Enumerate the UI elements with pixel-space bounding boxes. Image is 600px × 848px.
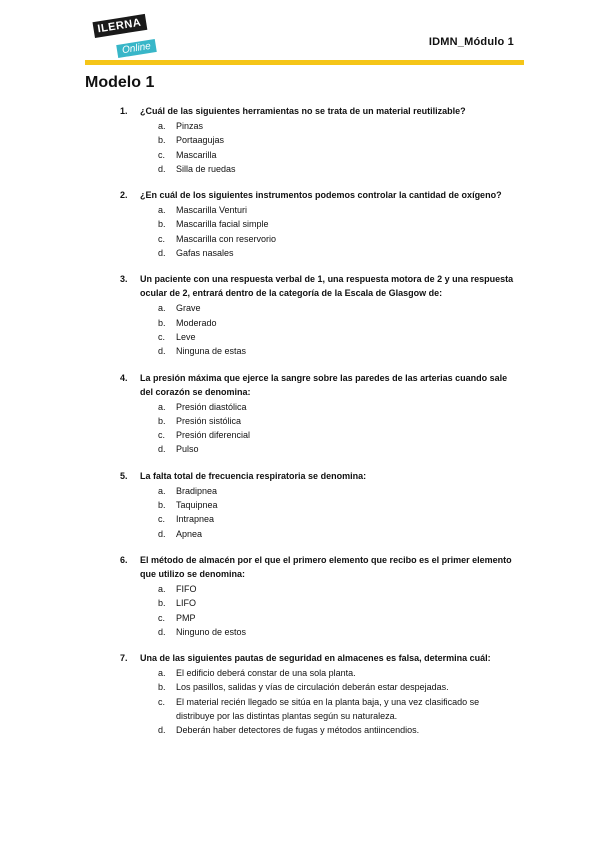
option-letter: a.: [158, 401, 166, 412]
option-item: [158, 625, 520, 639]
question-text: El método de almacén por el que el primero elemento que recibo es el primer elemento que utilizo se denomina:: [140, 554, 512, 579]
option-letter: c.: [158, 149, 166, 160]
option-item: [158, 666, 520, 680]
option-item: [158, 498, 520, 512]
question-number: 7.: [120, 653, 128, 664]
option-text: Deberán haber detectores de fugas y métodos antiincendios.: [176, 725, 420, 736]
option-text: Presión diferencial: [176, 430, 251, 441]
option-text: Mascarilla: [176, 149, 217, 160]
option-letter: b.: [158, 219, 166, 230]
option-text: Taquipnea: [176, 500, 218, 511]
question-7: [120, 651, 520, 737]
option-item: [158, 246, 520, 260]
option-item: [158, 414, 520, 428]
option-letter: c.: [158, 696, 166, 707]
question-number: 6.: [120, 554, 128, 565]
question-text: Un paciente con una respuesta verbal de 1, una respuesta motora de 2 y una respuesta ocular de 2, entrará dentro de la categoría de la Escala de Glasgow de:: [140, 274, 514, 299]
option-item: [158, 162, 520, 176]
option-text: Pinzas: [176, 121, 204, 131]
option-text: FIFO: [176, 583, 197, 594]
option-item: [158, 680, 520, 694]
option-item: [158, 217, 520, 231]
option-letter: c.: [158, 430, 166, 441]
question-number: 5.: [120, 470, 128, 481]
question-5: [120, 469, 520, 541]
option-letter: d.: [158, 725, 166, 736]
document-id: IDMN_Módulo 1: [428, 36, 514, 48]
options-list: [158, 119, 520, 176]
options-list: [158, 301, 520, 358]
option-letter: b.: [158, 135, 166, 146]
option-letter: d.: [158, 346, 166, 357]
question-number: 3.: [120, 274, 128, 285]
options-list: [158, 582, 520, 639]
option-text: Mascarilla Venturi: [176, 205, 248, 216]
option-item: [158, 400, 520, 414]
option-letter: d.: [158, 528, 166, 539]
question-number: 4.: [120, 372, 128, 383]
options-list: [158, 666, 520, 737]
question-1: [120, 104, 520, 176]
option-text: PMP: [176, 612, 196, 623]
option-item: [158, 428, 520, 442]
option-letter: b.: [158, 500, 166, 511]
ilerna-logo: [95, 16, 156, 57]
option-text: Mascarilla facial simple: [176, 219, 269, 230]
question-3: [120, 272, 520, 358]
options-list: [158, 400, 520, 457]
option-item: [158, 442, 520, 456]
option-item: [158, 203, 520, 217]
option-item: [158, 723, 520, 737]
option-item: [158, 232, 520, 246]
option-letter: a.: [158, 485, 166, 496]
option-text: Leve: [176, 331, 196, 342]
option-letter: a.: [158, 121, 166, 131]
option-item: [158, 611, 520, 625]
option-text: Intrapnea: [176, 514, 215, 525]
option-letter: d.: [158, 248, 166, 259]
option-text: Mascarilla con reservorio: [176, 233, 277, 244]
logo-bottom: Online: [116, 39, 156, 58]
option-item: [158, 119, 520, 133]
option-item: [158, 148, 520, 162]
option-item: [158, 512, 520, 526]
options-list: [158, 203, 520, 260]
option-letter: b.: [158, 415, 166, 426]
option-text: Pulso: [176, 444, 199, 455]
option-letter: a.: [158, 205, 166, 216]
question-number: 1.: [120, 106, 128, 116]
option-letter: c.: [158, 233, 166, 244]
option-text: Silla de ruedas: [176, 163, 236, 174]
option-item: [158, 330, 520, 344]
option-item: [158, 596, 520, 610]
option-text: Grave: [176, 303, 201, 314]
option-item: [158, 484, 520, 498]
question-list: [120, 104, 520, 750]
option-text: Moderado: [176, 317, 217, 328]
option-item: [158, 582, 520, 596]
option-text: Ninguno de estos: [176, 626, 247, 637]
option-letter: d.: [158, 444, 166, 455]
option-item: [158, 527, 520, 541]
option-letter: b.: [158, 598, 166, 609]
options-list: [158, 484, 520, 541]
option-item: [158, 344, 520, 358]
option-text: Ninguna de estas: [176, 346, 247, 357]
option-text: LIFO: [176, 598, 197, 609]
option-item: [158, 133, 520, 147]
option-text: Presión sistólica: [176, 415, 242, 426]
question-text: La presión máxima que ejerce la sangre sobre las paredes de las arterias cuando sale del corazón se denomina:: [140, 372, 508, 397]
option-text: Gafas nasales: [176, 248, 234, 259]
option-item: [158, 695, 520, 724]
option-letter: a.: [158, 583, 166, 594]
header-divider: [85, 60, 524, 65]
option-letter: b.: [158, 317, 166, 328]
option-text: Apnea: [176, 528, 203, 539]
option-text: El material recién llegado se sitúa en la planta baja, y una vez clasificado se distribuye por las distintas plantas según su naturaleza.: [176, 696, 480, 722]
option-text: Presión diastólica: [176, 401, 247, 412]
option-text: Portaagujas: [176, 135, 225, 146]
option-letter: d.: [158, 626, 166, 637]
question-4: [120, 371, 520, 457]
question-text: Una de las siguientes pautas de seguridad en almacenes es falsa, determina cuál:: [140, 653, 491, 664]
question-2: [120, 188, 520, 260]
option-letter: a.: [158, 303, 166, 314]
option-letter: d.: [158, 163, 166, 174]
option-letter: c.: [158, 514, 166, 525]
question-text: La falta total de frecuencia respiratoria se denomina:: [140, 470, 367, 481]
option-letter: b.: [158, 682, 166, 693]
question-text: ¿En cuál de los siguientes instrumentos podemos controlar la cantidad de oxígeno?: [140, 190, 502, 201]
logo-top: ILERNA: [92, 14, 147, 38]
question-6: [120, 553, 520, 639]
option-letter: a.: [158, 668, 166, 679]
option-letter: c.: [158, 331, 166, 342]
question-number: 2.: [120, 190, 128, 201]
option-text: El edificio deberá constar de una sola planta.: [176, 668, 356, 679]
option-text: Los pasillos, salidas y vías de circulación deberán estar despejadas.: [176, 682, 449, 693]
question-text: ¿Cuál de las siguientes herramientas no se trata de un material reutilizable?: [140, 106, 466, 116]
option-text: Bradipnea: [176, 485, 218, 496]
option-item: [158, 316, 520, 330]
option-item: [158, 301, 520, 315]
page-title: Modelo 1: [85, 74, 155, 91]
option-letter: c.: [158, 612, 166, 623]
